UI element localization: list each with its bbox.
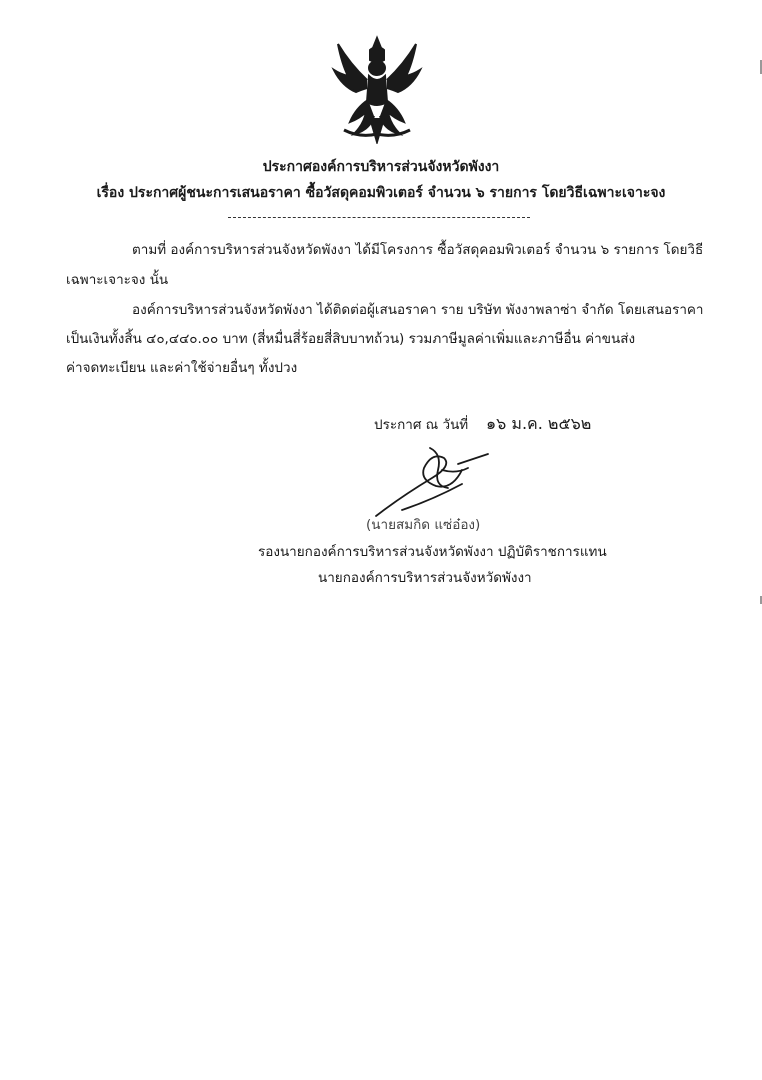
paragraph-2-line-3: ค่าจดทะเบียน และค่าใช้จ่ายอื่นๆ ทั้งปวง <box>66 360 298 376</box>
paragraph-1-line-2: เฉพาะเจาะจง นั้น <box>66 272 169 288</box>
announcement-subject: เรื่อง ประกาศผู้ชนะการเสนอราคา ซื้อวัสดุคอมพิวเตอร์ จำนวน ๖ รายการ โดยวิธีเฉพาะเจาะจง <box>96 185 666 201</box>
announce-date-label: ประกาศ ณ วันที่ <box>374 417 469 433</box>
announce-date-value: ๑๖ ม.ค. ๒๕๖๒ <box>486 414 592 433</box>
signatory-position-line-1: รองนายกองค์การบริหารส่วนจังหวัดพังงา ปฏิบัติราชการแทน <box>258 544 607 560</box>
paragraph-2-line-2: เป็นเงินทั้งสิ้น ๔๐,๔๔๐.๐๐ บาท (สี่หมื่นสี่ร้อยสี่สิบบาทถ้วน) รวมภาษีมูลค่าเพิ่มและภาษีอื่น ค่าขนส่ง <box>66 331 636 347</box>
signatory-name: (นายสมกิด แซ่อ๋อง) <box>366 517 481 533</box>
signature-icon <box>372 440 494 520</box>
paragraph-2-line-1: องค์การบริหารส่วนจังหวัดพังงา ได้ติดต่อผู้เสนอราคา ราย บริษัท พังงาพลาซ่า จำกัด โดยเสนอราคา <box>132 302 704 318</box>
signatory-position-line-2: นายกองค์การบริหารส่วนจังหวัดพังงา <box>318 570 532 586</box>
announcement-title: ประกาศองค์การบริหารส่วนจังหวัดพังงา <box>262 159 500 175</box>
title-divider <box>228 217 530 218</box>
paragraph-1-line-1: ตามที่ องค์การบริหารส่วนจังหวัดพังงา ได้มีโครงการ ซื้อวัสดุคอมพิวเตอร์ จำนวน ๖ รายการ โดยวิธี <box>132 242 704 258</box>
garuda-emblem-icon <box>330 34 424 144</box>
